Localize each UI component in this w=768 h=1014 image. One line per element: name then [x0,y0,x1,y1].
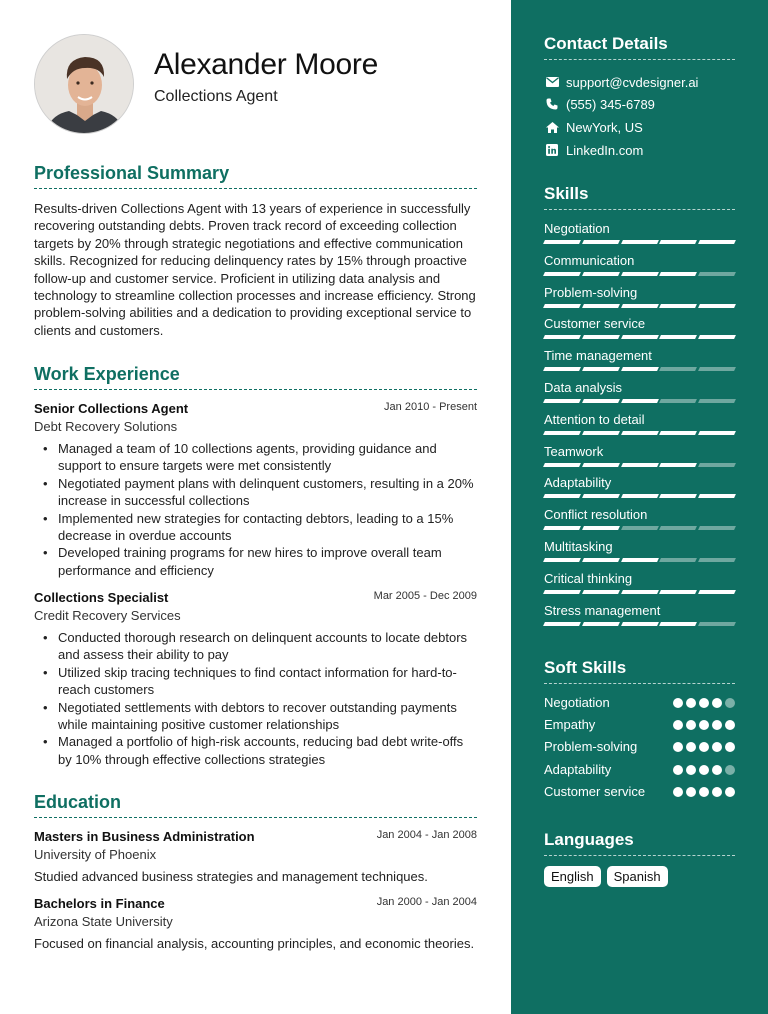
rating-dot [712,720,722,730]
list-item: • Implemented new strategies for contacting debtors, leading to a 15% decrease in overdue accounts [34,510,477,545]
envelope-icon [544,74,560,90]
rating-dot [673,720,683,730]
skill-level-bar [544,367,735,371]
list-item: • Managed a team of 10 collections agents, providing guidance and support to ensure targets were met consistently [34,440,477,475]
skill-segment [698,558,736,562]
skill-segment [698,272,736,276]
job-entry [34,590,477,768]
rating-dot [712,787,722,797]
skill-segment [621,272,659,276]
skill-segment [543,431,581,435]
skill-item [544,221,735,244]
skill-segment [582,240,620,244]
skill-segment [543,590,581,594]
skill-segment [621,431,659,435]
skill-item [544,348,735,371]
skill-segment [698,399,736,403]
skill-level-bar [544,622,735,626]
avatar [34,34,134,134]
skill-segment [698,335,736,339]
list-item: • Negotiated payment plans with delinquent customers, resulting in a 20% increase in successful collections [34,475,477,510]
contact-phone[interactable] [544,94,735,114]
skill-name: Data analysis [544,380,623,395]
skill-segment [582,463,620,467]
skill-segment [543,272,581,276]
skill-segment [582,367,620,371]
skill-name: Problem-solving [544,284,638,300]
rating-dot [699,765,709,775]
soft-skill-item [544,695,735,713]
rating-dot [699,787,709,797]
contact-heading: Contact Details [544,34,735,60]
skills-heading: Skills [544,184,735,210]
skill-segment [621,367,659,371]
skill-segment [659,272,697,276]
rating-dot [686,742,696,752]
skill-segment [582,494,620,498]
linkedin-text[interactable]: LinkedIn.com [566,142,644,158]
skill-segment [621,463,659,467]
profile-photo [35,35,134,134]
skill-level-bar [544,463,735,467]
skill-level-bar [544,399,735,403]
skill-segment [621,304,659,308]
rating-dot [673,698,683,708]
skill-level-bar [544,526,735,530]
soft-skill-rating [673,720,735,730]
skill-name: Critical thinking [544,570,633,586]
skill-segment [659,431,697,435]
skill-level-bar [544,272,735,276]
languages-heading: Languages [544,830,735,856]
skill-level-bar [544,494,735,498]
job-bullets [34,629,477,768]
skill-item [544,571,735,594]
soft-skill-name: Problem-solving [544,739,638,755]
summary-heading: Professional Summary [34,163,477,189]
sidebar [511,0,768,1014]
rating-dot [725,765,735,775]
soft-skill-item [544,717,735,735]
rating-dot [686,720,696,730]
skill-segment [582,590,620,594]
skill-segment [698,463,736,467]
job-dates: Mar 2005 - Dec 2009 [373,590,477,602]
skill-segment [659,494,697,498]
skill-segment [621,622,659,626]
skill-item [544,507,735,530]
skill-segment [659,463,697,467]
job-title: Collections Specialist [34,590,169,605]
soft-skill-name: Empathy [544,717,596,733]
school-name: University of Phoenix [34,847,157,862]
skill-segment [543,526,581,530]
soft-skill-rating [673,765,735,775]
skill-segment [582,558,620,562]
contact-email[interactable] [544,72,735,92]
soft-skill-name: Adaptability [544,761,612,777]
linkedin-icon [544,142,560,158]
education-heading: Education [34,792,477,818]
skill-segment [582,526,620,530]
rating-dot [725,720,735,730]
email-text[interactable]: support@cvdesigner.ai [566,74,699,90]
skill-segment [543,304,581,308]
degree-dates: Jan 2000 - Jan 2004 [376,896,477,908]
degree-description: Studied advanced business strategies and management techniques. [34,869,428,884]
soft-skill-name: Customer service [544,783,646,799]
summary-text: Results-driven Collections Agent with 13 years of experience in successfully recovering outstanding debts. Proven track record of exceeding collection targets by 20% through strategic negotiations and effective communication skills. Recognized for reducing delinquency rates by 15% through proactive follow-up and customer service. Proficient in utilizing data analysis and technology to streamline collection processes and increase efficiency. Strong problem-solving abilities and a dedication to providing exceptional service to clients and customers. [34,201,476,338]
skill-segment [698,494,736,498]
soft-skill-rating [673,742,735,752]
skill-segment [543,399,581,403]
skill-item [544,603,735,626]
skill-name: Adaptability [544,475,612,491]
skill-item [544,412,735,435]
school-name: Arizona State University [34,914,173,929]
experience-heading: Work Experience [34,364,477,390]
rating-dot [699,720,709,730]
degree-description: Focused on financial analysis, accounting principles, and economic theories. [34,936,475,951]
rating-dot [686,787,696,797]
candidate-name: Alexander Moore [154,48,378,81]
skill-name: Multitasking [544,539,613,554]
degree-title: Bachelors in Finance [34,896,165,911]
skill-segment [621,335,659,339]
phone-icon [544,96,560,112]
skill-level-bar [544,240,735,244]
skill-segment [582,622,620,626]
list-item: • Negotiated settlements with debtors to recover outstanding payments while maintaining positive customer relationships [34,699,477,734]
rating-dot [725,787,735,797]
skill-segment [543,463,581,467]
rating-dot [712,698,722,708]
skill-name: Customer service [544,316,646,332]
skill-level-bar [544,558,735,562]
soft-skill-item [544,784,735,802]
skill-segment [698,526,736,530]
education-entry [34,829,477,885]
list-item: • Utilized skip tracing techniques to find contact information for hard-to-reach customers [34,664,477,699]
rating-dot [725,742,735,752]
job-company: Debt Recovery Solutions [34,419,178,434]
skill-segment [698,590,736,594]
skill-level-bar [544,304,735,308]
skill-segment [659,558,697,562]
skill-level-bar [544,335,735,339]
skill-segment [659,590,697,594]
skill-item [544,475,735,498]
rating-dot [673,742,683,752]
job-dates: Jan 2010 - Present [384,401,477,413]
job-entry [34,401,477,579]
job-title: Senior Collections Agent [34,401,189,416]
phone-text[interactable]: (555) 345-6789 [566,96,655,112]
skill-segment [621,590,659,594]
skill-segment [698,367,736,371]
skill-segment [621,526,659,530]
degree-title: Masters in Business Administration [34,829,255,844]
skill-segment [659,304,697,308]
location-text: NewYork, US [566,119,643,135]
skill-segment [621,494,659,498]
languages-list [544,866,668,887]
skill-segment [582,399,620,403]
skill-name: Time management [544,348,652,364]
soft-skill-item [544,739,735,757]
soft-skill-item [544,762,735,780]
rating-dot [712,742,722,752]
skill-name: Attention to detail [544,411,645,427]
skill-item [544,316,735,339]
contact-location [544,117,735,137]
soft-skills-heading: Soft Skills [544,658,735,684]
job-bullets [34,440,477,579]
skill-segment [543,494,581,498]
skill-name: Teamwork [544,443,604,459]
skill-segment [543,335,581,339]
skill-segment [621,558,659,562]
skill-segment [543,367,581,371]
skill-segment [659,622,697,626]
skill-name: Conflict resolution [544,507,648,523]
soft-skill-name: Negotiation [544,695,610,710]
skill-name: Stress management [544,602,661,618]
skill-segment [582,272,620,276]
rating-dot [699,742,709,752]
skill-segment [659,399,697,403]
skill-segment [698,622,736,626]
skill-item [544,253,735,276]
skill-name: Negotiation [544,221,610,236]
rating-dot [686,765,696,775]
rating-dot [673,787,683,797]
skill-item [544,539,735,562]
skill-segment [698,304,736,308]
education-entry [34,896,477,952]
soft-skill-rating [673,698,735,708]
rating-dot [712,765,722,775]
skill-segment [659,526,697,530]
soft-skill-rating [673,787,735,797]
rating-dot [699,698,709,708]
rating-dot [673,765,683,775]
contact-linkedin[interactable] [544,140,735,160]
language-tag: English [544,866,601,887]
skill-level-bar [544,590,735,594]
skill-segment [659,335,697,339]
skill-segment [659,367,697,371]
skill-item [544,380,735,403]
skill-segment [582,304,620,308]
candidate-role: Collections Agent [154,88,278,105]
skill-segment [621,240,659,244]
skill-segment [543,558,581,562]
skill-segment [543,622,581,626]
list-item: • Conducted thorough research on delinquent accounts to locate debtors and assess their ability to pay [34,629,477,664]
skill-segment [698,240,736,244]
language-tag: Spanish [607,866,668,887]
skill-segment [543,240,581,244]
rating-dot [725,698,735,708]
job-company: Credit Recovery Services [34,608,181,623]
skill-segment [582,335,620,339]
skill-item [544,285,735,308]
degree-dates: Jan 2004 - Jan 2008 [376,829,477,841]
skill-segment [659,240,697,244]
skill-segment [698,431,736,435]
skill-item [544,444,735,467]
list-item: • Developed training programs for new hires to improve overall team performance and efficiency [34,544,477,579]
skill-segment [582,431,620,435]
rating-dot [686,698,696,708]
skill-segment [621,399,659,403]
list-item: • Managed a portfolio of high-risk accounts, reducing bad debt write-offs by 10% through effective collections strategies [34,733,477,768]
home-icon [544,119,560,135]
skill-name: Communication [544,252,635,268]
skill-level-bar [544,431,735,435]
